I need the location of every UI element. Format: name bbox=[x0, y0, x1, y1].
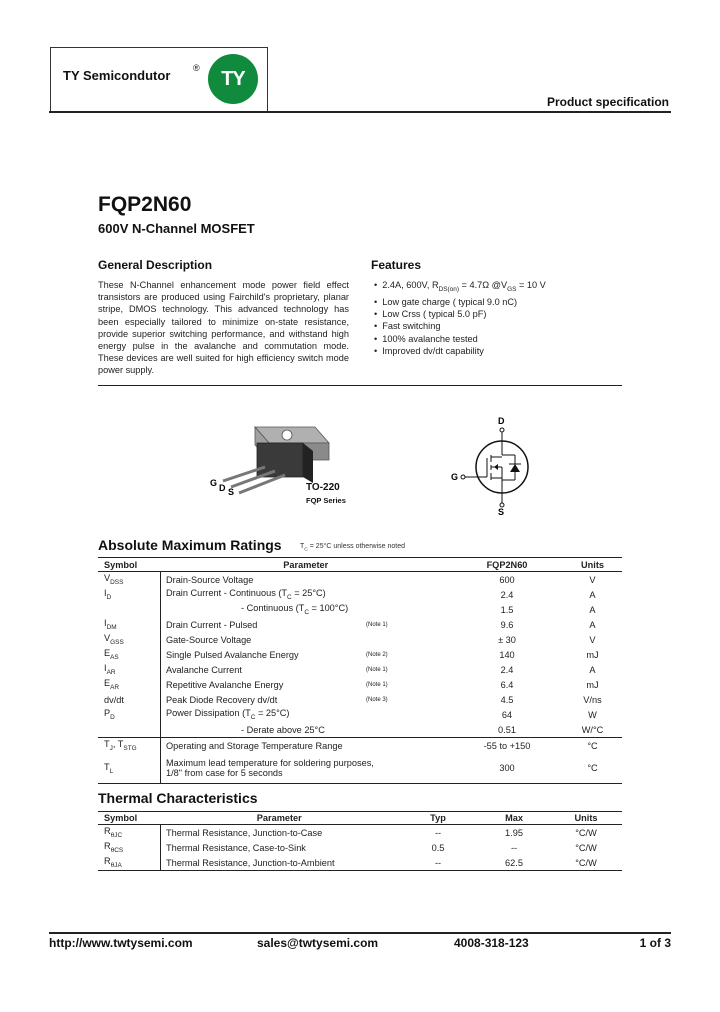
pin-label-d: D bbox=[219, 483, 226, 493]
table-row: $R_{\theta JA}$ Thermal Resistance, Junction-to-Ambient -- 62.5 °C/W bbox=[98, 855, 622, 871]
table-row: $P_D$ Power Dissipation $(T_C = 25^\circ C)$ 64 W bbox=[98, 707, 622, 722]
col-parameter: Parameter bbox=[161, 812, 399, 825]
section-divider bbox=[98, 385, 622, 386]
footer-divider bbox=[49, 932, 671, 934]
feature-item: • 2.4A, 600V, $R_{DS(on)} = 4.7\Omega$ $@V_{GS} = 10$ V bbox=[374, 279, 546, 296]
thermal-heading: Thermal Characteristics bbox=[98, 790, 258, 806]
footer-page-number: 1 of 3 bbox=[639, 936, 671, 950]
table-row: $E_{AR}$ Repetitive Avalanche Energy (Note 1) 6.4 mJ bbox=[98, 677, 622, 692]
schematic-source-label: S bbox=[498, 507, 505, 517]
table-header-row bbox=[98, 558, 622, 572]
footer-phone: 4008-318-123 bbox=[454, 936, 529, 950]
table-row: $V_{GSS}$ Gate-Source Voltage ± 30 V bbox=[98, 632, 622, 647]
brand-name: TY Semicondutor bbox=[63, 68, 171, 83]
footer-website-link[interactable]: http://www.twtysemi.com bbox=[49, 936, 193, 950]
col-parameter: Parameter bbox=[161, 558, 452, 572]
feature-item: • Fast switching bbox=[374, 320, 546, 332]
general-description-heading: General Description bbox=[98, 258, 213, 272]
schematic-drain-label: D bbox=[498, 416, 505, 426]
feature-item: • 100% avalanche tested bbox=[374, 333, 546, 345]
col-max: Max bbox=[478, 812, 550, 825]
table-row: - Derate above 25°C 0.51 W/°C bbox=[98, 722, 622, 738]
footer-email-link[interactable]: sales@twtysemi.com bbox=[257, 936, 379, 950]
feature-item: • Low gate charge ( typical 9.0 nC) bbox=[374, 296, 546, 308]
table-row: $R_{\theta CS}$ Thermal Resistance, Case-to-Sink 0.5 -- °C/W bbox=[98, 840, 622, 855]
col-typ: Typ bbox=[398, 812, 478, 825]
ty-logo: TY bbox=[208, 54, 258, 104]
table-row: $I_{DM}$ Drain Current - Pulsed (Note 1) 9.6 A bbox=[98, 617, 622, 632]
col-units: Units bbox=[550, 812, 622, 825]
pin-label-s: S bbox=[228, 487, 235, 497]
col-symbol: Symbol bbox=[98, 812, 161, 825]
table-header-row bbox=[98, 812, 622, 825]
part-number-title: FQP2N60 bbox=[98, 193, 192, 216]
feature-item: • Improved dv/dt capability bbox=[374, 345, 546, 357]
pin-label-g: G bbox=[210, 478, 218, 488]
col-symbol: Symbol bbox=[98, 558, 161, 572]
package-label: TO-220 bbox=[306, 482, 340, 493]
feature-item: • Low Crss ( typical 5.0 pF) bbox=[374, 308, 546, 320]
general-description-text: These N-Channel enhancement mode power field effect transistors are produced using Fairchild's proprietary, planar stripe, DMOS technology. This advanced technology has been especially tailored to minimize on-state resistance, provide superior switching performance, and withstand high energy pulse in the avalanche and commutation mode. These devices are well suited for high efficiency switch mode power supply. bbox=[98, 280, 349, 376]
table-row: $T_J$, $T_{STG}$ Operating and Storage Temperature Range -55 to +150 °C bbox=[98, 738, 622, 754]
table-row: $I_{AR}$ Avalanche Current (Note 1) 2.4 A bbox=[98, 662, 622, 677]
col-units: Units bbox=[563, 558, 622, 572]
table-row: dv/dt Peak Diode Recovery dv/dt (Note 3) 4.5 V/ns bbox=[98, 692, 622, 707]
table-row: $T_L$ Maximum lead temperature for soldering purposes, 1/8" from case for 5 seconds 300 °C bbox=[98, 753, 622, 784]
part-subtitle: 600V N-Channel MOSFET bbox=[98, 221, 255, 236]
features-heading: Features bbox=[371, 258, 422, 272]
package-series: FQP Series bbox=[306, 496, 346, 505]
features-list bbox=[374, 279, 546, 357]
abs-max-ratings-table bbox=[98, 557, 622, 784]
registered-mark: ® bbox=[193, 63, 200, 73]
table-row: $R_{\theta JC}$ Thermal Resistance, Junction-to-Case -- 1.95 °C/W bbox=[98, 825, 622, 841]
col-part-value: FQP2N60 bbox=[451, 558, 563, 572]
mosfet-schematic bbox=[445, 410, 535, 520]
abs-max-ratings-note: $T_C = 25^\circ C$ unless otherwise noted bbox=[300, 543, 405, 553]
abs-max-ratings-heading: Absolute Maximum Ratings bbox=[98, 537, 282, 553]
table-row: $E_{AS}$ Single Pulsed Avalanche Energy (Note 2) 140 mJ bbox=[98, 647, 622, 662]
header-divider bbox=[49, 111, 671, 113]
table-row: - Continuous $(T_C = 100^\circ C)$ 1.5 A bbox=[98, 602, 622, 617]
schematic-gate-label: G bbox=[451, 472, 459, 482]
product-spec-label: Product specification bbox=[546, 95, 669, 109]
thermal-table bbox=[98, 811, 622, 871]
table-row: $V_{DSS}$ Drain-Source Voltage 600 V bbox=[98, 572, 622, 588]
table-row: $I_D$ Drain Current - Continuous $(T_C = 25^\circ C)$ 2.4 A bbox=[98, 587, 622, 602]
